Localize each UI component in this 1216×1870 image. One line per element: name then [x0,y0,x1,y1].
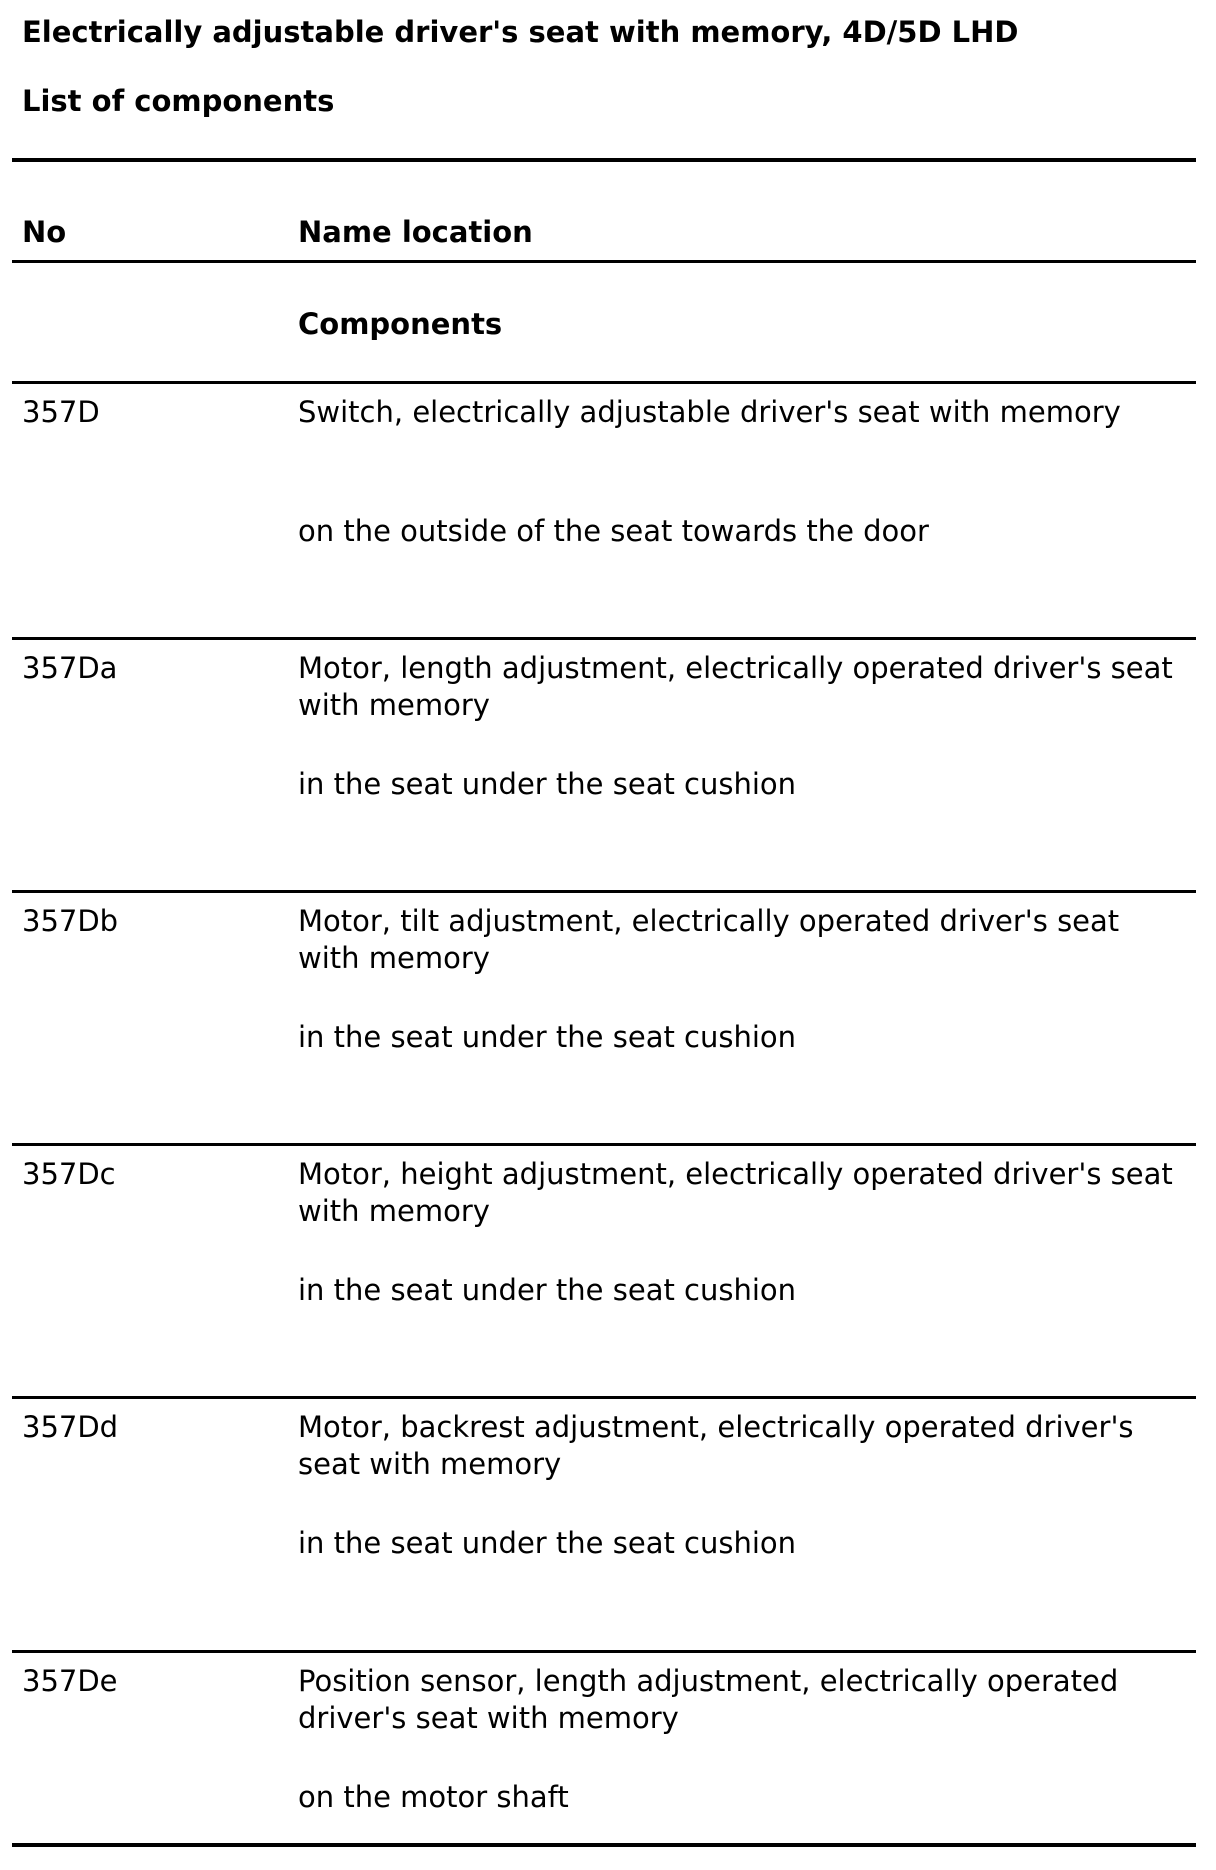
component-number: 357Dd [22,1410,119,1444]
column-header-name-location: Name location [298,215,533,249]
component-name: Switch, electrically adjustable driver's seat with memory [298,395,1121,429]
row-divider [12,637,1196,640]
section-rule [12,381,1196,384]
component-name: Motor, height adjustment, electrically operated driver's seat with memory [298,1157,1173,1228]
component-number: 357De [22,1664,118,1698]
component-location: on the outside of the seat towards the door [298,514,929,548]
row-divider [12,1143,1196,1146]
column-header-no: No [22,215,67,249]
component-number: 357Dc [22,1157,116,1191]
top-rule [12,158,1196,162]
component-name: Motor, tilt adjustment, electrically operated driver's seat with memory [298,904,1120,975]
row-divider [12,1650,1196,1653]
component-number: 357Db [22,904,119,938]
section-label: Components [298,307,503,341]
component-location: in the seat under the seat cushion [298,1526,797,1560]
component-name: Motor, backrest adjustment, electrically operated driver's seat with memory [298,1410,1134,1481]
component-location: in the seat under the seat cushion [298,1273,797,1307]
component-location: in the seat under the seat cushion [298,767,797,801]
page-title: Electrically adjustable driver's seat with memory, 4D/5D LHD [22,15,1019,49]
bottom-rule [12,1843,1196,1847]
component-name: Position sensor, length adjustment, electrically operated driver's seat with memory [298,1664,1119,1735]
row-divider [12,1396,1196,1399]
component-location: on the motor shaft [298,1780,569,1814]
component-number: 357D [22,395,100,429]
component-location: in the seat under the seat cushion [298,1020,797,1054]
row-divider [12,890,1196,893]
header-rule [12,260,1196,263]
component-number: 357Da [22,651,118,685]
page-subtitle: List of components [22,84,335,118]
component-name: Motor, length adjustment, electrically operated driver's seat with memory [298,651,1173,722]
